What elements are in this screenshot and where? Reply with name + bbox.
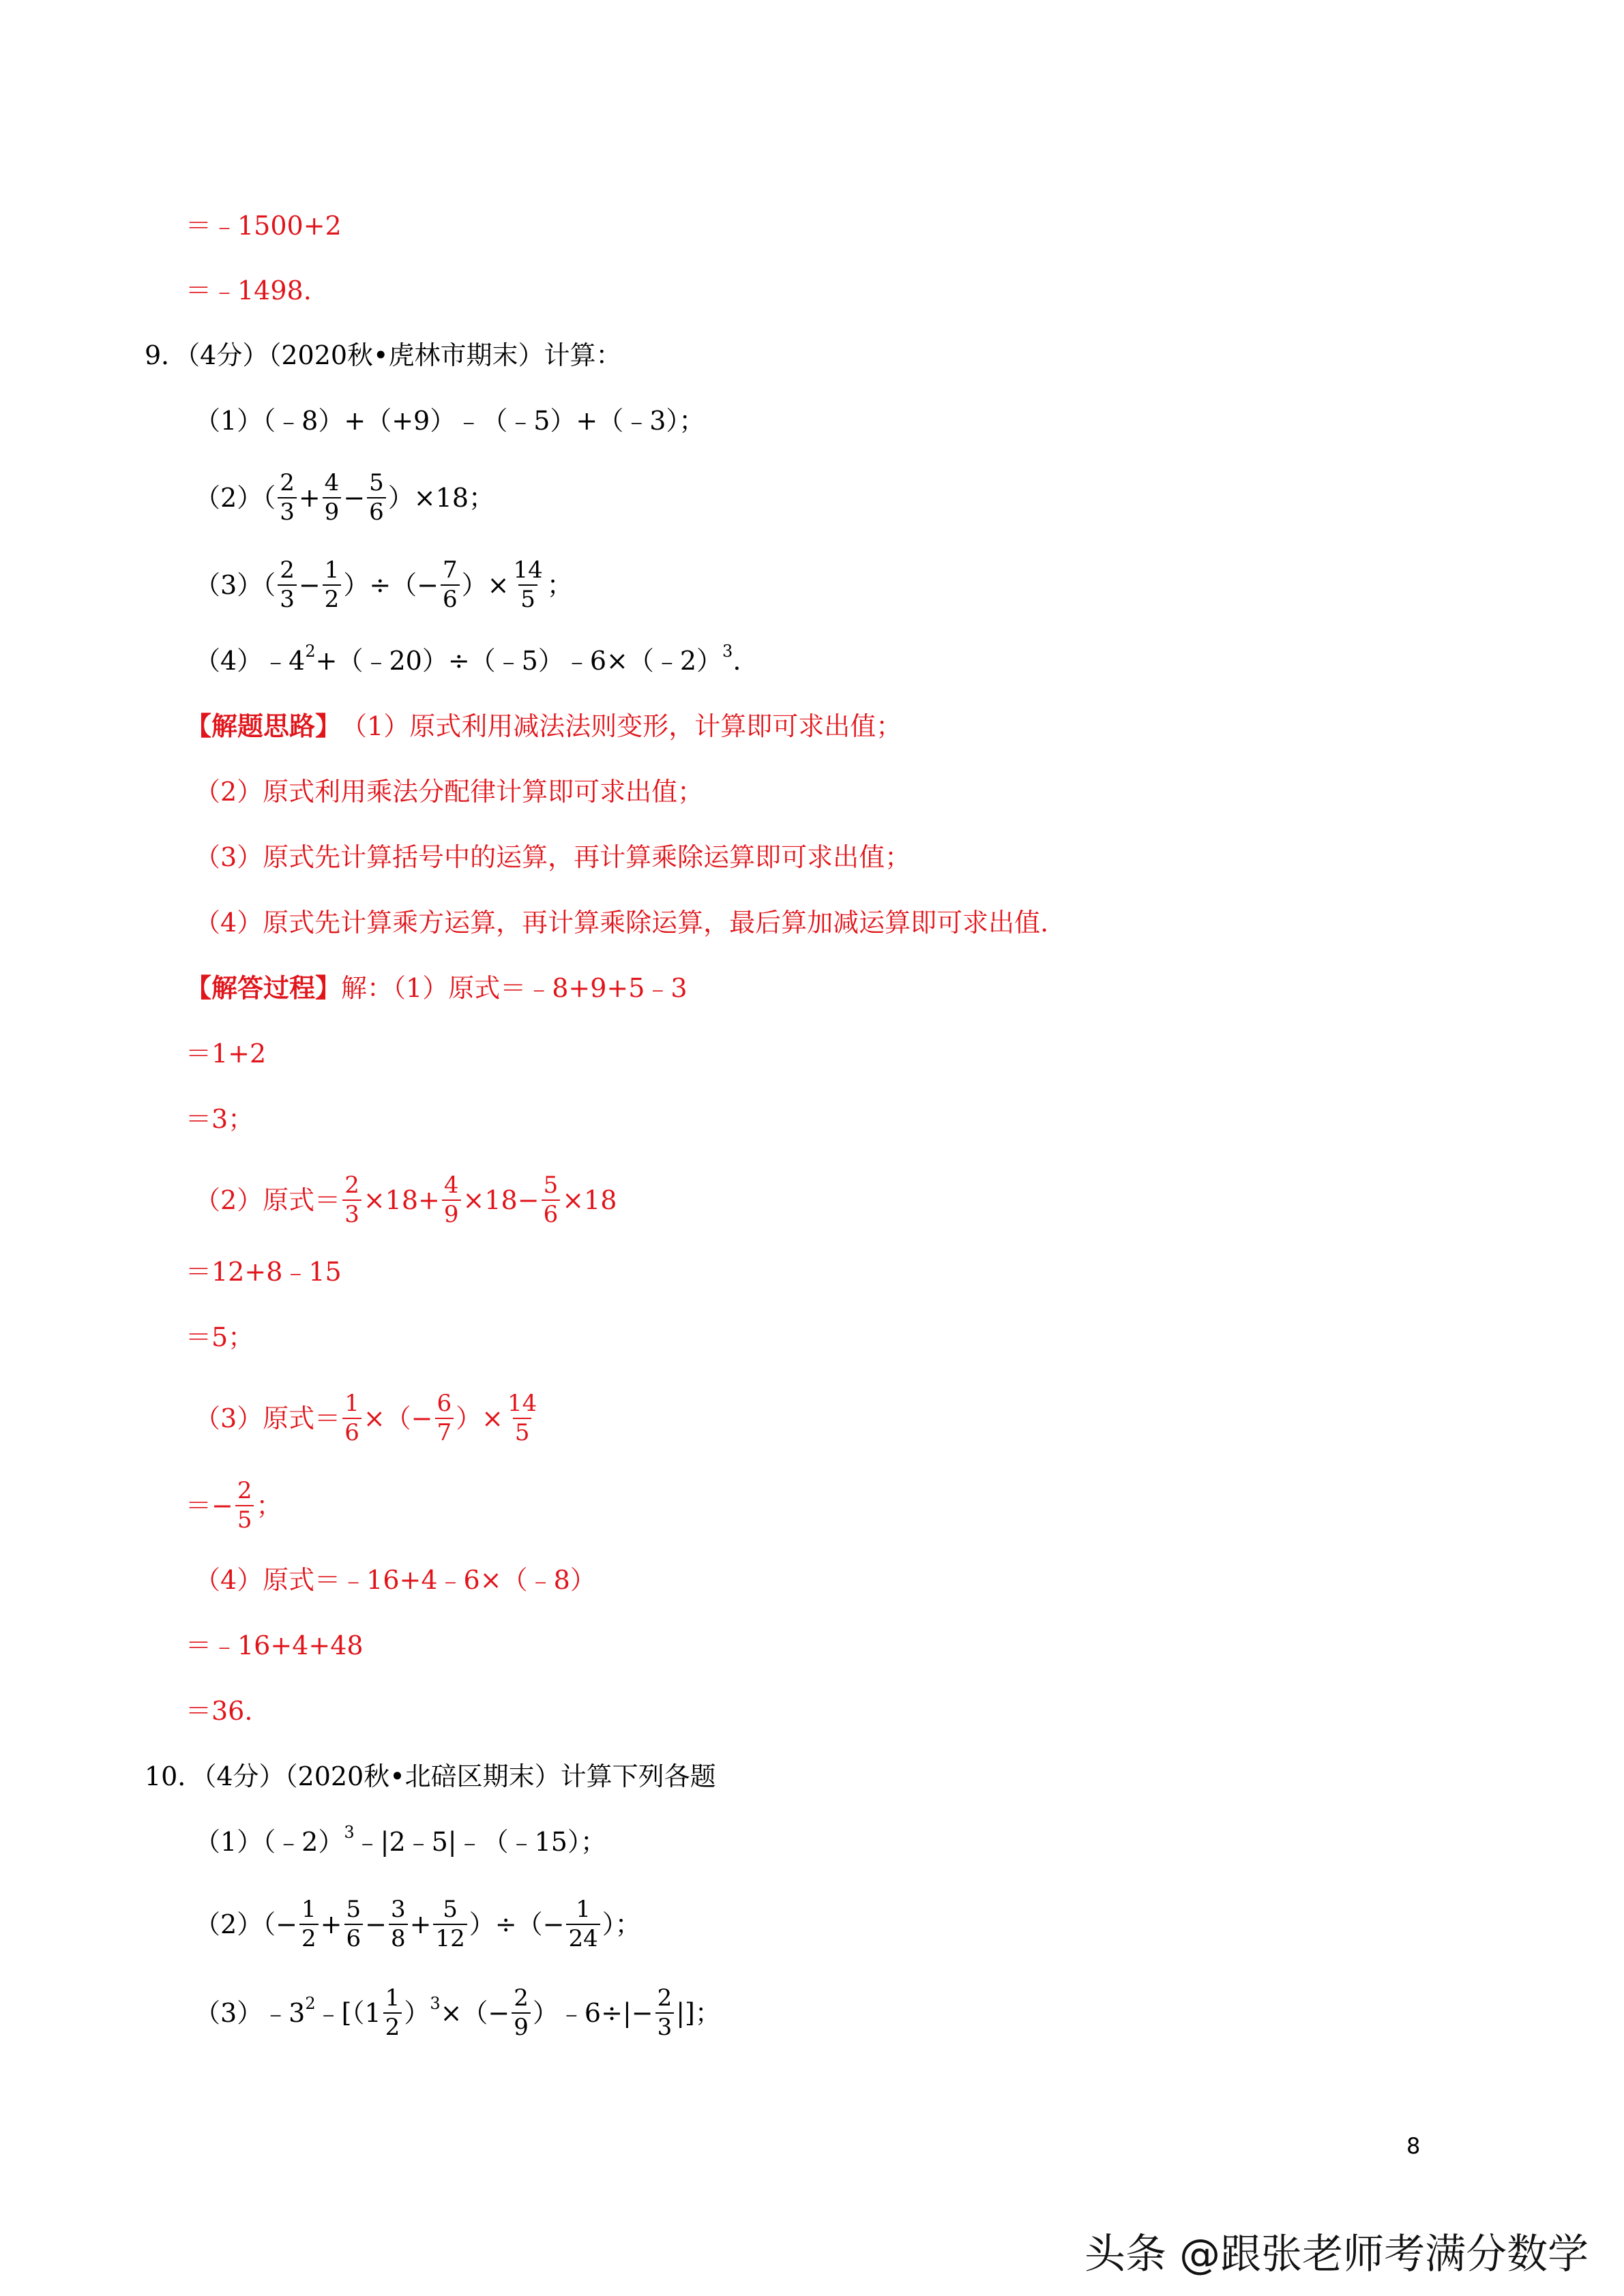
denominator: 24 [566, 1924, 600, 1952]
solution-thinking-3 [194, 844, 911, 870]
fraction [299, 1897, 319, 1951]
operator: + [320, 1909, 342, 1939]
denominator: 3 [655, 2012, 675, 2040]
text: （3）原式先计算括号中的运算，再计算乘除运算即可求出值； [194, 842, 911, 872]
denominator: 12 [433, 1924, 467, 1952]
denominator: 6 [342, 1418, 361, 1446]
numerator: 4 [443, 1172, 459, 1199]
question-10-part-2 [194, 1897, 641, 1951]
denominator: 9 [323, 497, 342, 525]
operator: − [298, 569, 321, 600]
text: （1）（﹣8）+（+9）﹣（﹣5）+（﹣3）； [194, 406, 705, 436]
numerator: 6 [437, 1390, 452, 1417]
fraction [235, 1478, 254, 1532]
text: （4）﹣4 [194, 646, 306, 676]
fraction [278, 471, 297, 524]
text: ＝﹣16+4+48 [186, 1630, 364, 1660]
fraction [367, 471, 386, 524]
text: ＝5； [186, 1322, 254, 1352]
denominator: 6 [344, 1924, 364, 1952]
watermark: 头条 @跟张老师考满分数学 [1084, 2231, 1589, 2278]
denominator: 6 [542, 1199, 561, 1227]
text: ×18− [462, 1184, 540, 1215]
numerator: 4 [324, 469, 340, 496]
numerator: 1 [385, 1984, 400, 2012]
text: 10．（4分）（2020秋•北碚区期末）计算下列各题 [145, 1761, 716, 1791]
text: （2）原式＝ [194, 1184, 341, 1215]
text: （3）原式＝ [194, 1403, 341, 1433]
numerator: 2 [657, 1984, 673, 2012]
denominator: 2 [323, 584, 342, 612]
section-tag: 【解答过程】 [186, 972, 342, 1003]
text: |]； [676, 1997, 721, 2028]
text: ＝﹣1498. [186, 275, 312, 305]
answer-line-4 [194, 1567, 596, 1593]
text: +（﹣20）÷（﹣5）﹣6×（﹣2） [315, 646, 723, 676]
question-9-part-3 [194, 558, 573, 612]
text: （1）原式利用减法法则变形，计算即可求出值； [341, 711, 902, 741]
question-9-header [145, 342, 621, 368]
answer-line [186, 1041, 266, 1067]
page-number: 8 [1406, 2133, 1421, 2159]
fraction [441, 558, 460, 612]
text: ＝36. [186, 1696, 253, 1726]
text: ＝﹣1500+2 [186, 211, 342, 241]
numerator: 5 [346, 1896, 361, 1923]
question-9-part-1 [194, 408, 705, 434]
text: 解：（1）原式＝﹣8+9+5﹣3 [341, 973, 688, 1003]
exponent: 3 [344, 1823, 355, 1842]
answer-line-2 [194, 1173, 617, 1227]
question-10-part-3 [194, 1986, 721, 2040]
denominator: 3 [342, 1199, 361, 1227]
answer-line [186, 1698, 252, 1724]
answer-line [186, 1259, 342, 1285]
answer-line [186, 1106, 254, 1132]
denominator: 6 [367, 497, 386, 525]
numerator: 2 [344, 1172, 359, 1199]
answer-line [186, 1324, 254, 1350]
fraction [389, 1897, 408, 1951]
text: ； [256, 1490, 282, 1521]
numerator: 1 [301, 1896, 316, 1923]
question-9-part-4 [194, 642, 741, 676]
text: ）× [456, 1403, 503, 1433]
text: （3）﹣3 [194, 1997, 306, 2028]
denominator: 8 [389, 1924, 408, 1952]
solution-thinking-4 [194, 910, 1048, 936]
denominator: 5 [518, 584, 537, 612]
fraction [342, 1391, 361, 1445]
text: （2）（ [194, 482, 276, 513]
numerator: 2 [280, 556, 295, 584]
text: ×18+ [363, 1184, 440, 1215]
numerator: 5 [369, 469, 384, 496]
text: ）﹣6÷|− [532, 1997, 653, 2028]
denominator: 9 [442, 1199, 461, 1227]
exponent: 2 [305, 1993, 316, 2013]
fraction [655, 1986, 675, 2040]
text: （3）（ [194, 569, 276, 600]
text: ﹣[（1 [315, 1997, 381, 2028]
operator: − [343, 482, 366, 513]
text: ）÷（− [343, 569, 439, 600]
denominator: 6 [441, 584, 460, 612]
denominator: 2 [299, 1924, 319, 1952]
numerator: 1 [324, 556, 340, 584]
answer-process [186, 972, 688, 1003]
numerator: 14 [507, 1390, 537, 1417]
numerator: 2 [514, 1984, 529, 2012]
denominator: 5 [513, 1418, 532, 1446]
solution-thinking-2 [194, 779, 703, 805]
numerator: 1 [576, 1896, 591, 1923]
fraction [435, 1391, 454, 1445]
answer-line [186, 1632, 364, 1658]
exponent: 3 [430, 1993, 441, 2013]
question-9-part-2 [194, 471, 494, 524]
denominator: 3 [278, 584, 297, 612]
text: ） [404, 1997, 430, 2028]
numerator: 2 [280, 469, 295, 496]
denominator: 2 [383, 2012, 402, 2040]
numerator: 14 [513, 556, 543, 584]
text: ＝3； [186, 1104, 254, 1134]
text: ）×18； [387, 482, 494, 513]
text: . [733, 646, 741, 676]
fraction [323, 558, 342, 612]
numerator: 7 [443, 556, 458, 584]
text: ＝1+2 [186, 1039, 267, 1069]
numerator: 2 [237, 1477, 252, 1504]
question-10-header [145, 1763, 716, 1789]
operator: + [298, 482, 321, 513]
text: 9．（4分）（2020秋•虎林市期末）计算： [145, 340, 622, 370]
solution-thinking [186, 713, 902, 739]
answer-line-3 [194, 1391, 541, 1445]
text: ×（− [363, 1403, 433, 1433]
denominator: 5 [235, 1505, 254, 1533]
answer-line [186, 213, 342, 239]
fraction [323, 471, 342, 524]
denominator: 9 [512, 2012, 531, 2040]
section-tag: 【解题思路】 [186, 711, 342, 741]
denominator: 7 [435, 1418, 454, 1446]
answer-line [186, 1478, 282, 1532]
exponent: 3 [722, 642, 733, 661]
text: （4）原式＝﹣16+4﹣6×（﹣8） [194, 1565, 596, 1595]
text: （2）原式利用乘法分配律计算即可求出值； [194, 777, 704, 807]
fraction [342, 1173, 361, 1227]
numerator: 1 [344, 1390, 359, 1417]
numerator: 5 [443, 1896, 458, 1923]
text: ）÷（− [469, 1909, 565, 1939]
exponent: 2 [305, 642, 316, 661]
text: ×（− [440, 1997, 510, 2028]
text: ＝− [186, 1490, 233, 1521]
question-10-part-1 [194, 1823, 606, 1857]
denominator: 3 [278, 497, 297, 525]
numerator: 5 [543, 1172, 559, 1199]
text: ＝12+8﹣15 [186, 1257, 342, 1287]
fraction [542, 1173, 561, 1227]
operator: − [365, 1909, 387, 1939]
fraction [442, 1173, 461, 1227]
operator: + [409, 1909, 432, 1939]
text: ﹣|2﹣5|﹣（﹣15）； [354, 1827, 606, 1857]
text: （2）（− [194, 1909, 298, 1939]
fraction [383, 1986, 402, 2040]
fraction [344, 1897, 364, 1951]
fraction [511, 558, 544, 612]
text: （1）（﹣2） [194, 1827, 344, 1857]
fraction [566, 1897, 600, 1951]
text: ）； [602, 1909, 641, 1939]
fraction [505, 1391, 539, 1445]
text: ）× [461, 569, 510, 600]
fraction [433, 1897, 467, 1951]
answer-line [186, 275, 312, 305]
fraction [278, 558, 297, 612]
fraction [512, 1986, 531, 2040]
numerator: 3 [391, 1896, 406, 1923]
text: （4）原式先计算乘方运算，再计算乘除运算，最后算加减运算即可求出值. [194, 908, 1049, 938]
text: ； [546, 569, 573, 600]
text: ×18 [562, 1184, 617, 1215]
